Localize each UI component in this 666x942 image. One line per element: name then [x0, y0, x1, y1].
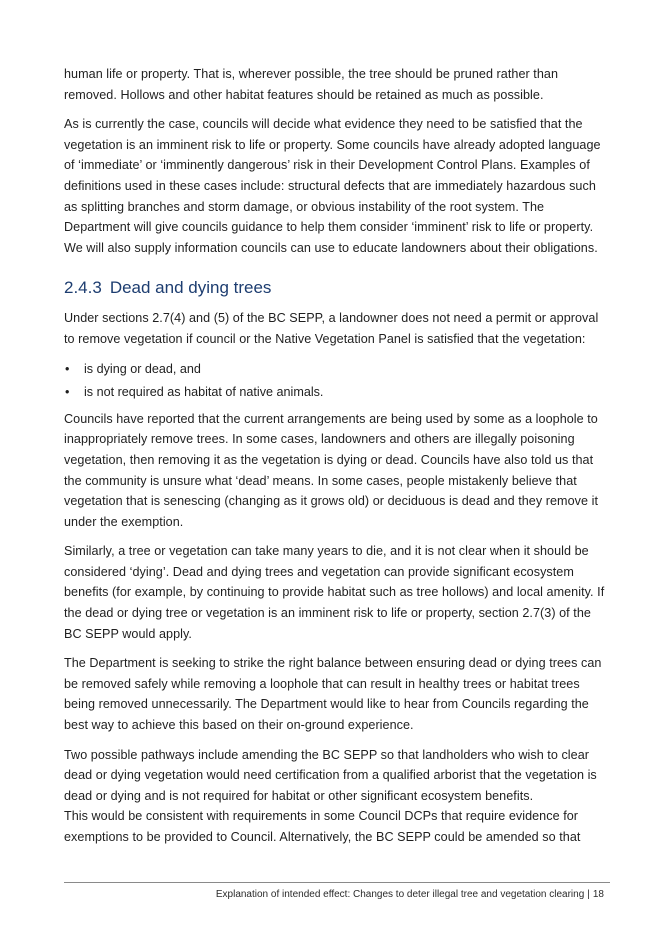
footer-divider: [64, 882, 610, 883]
bullet-icon: •: [65, 361, 70, 376]
page-number: 18: [592, 889, 604, 900]
body-paragraph: As is currently the case, councils will decide what evidence they need to be satisfied that the vegetation is an imminent risk to life or property. Some councils have already adopted language of ‘immediate’ or ‘imminently dangerous’ risk in their Development Control Plans. Examples of definitions used in these cases include: structural defects that are immediately hazardous such as splitting branches and storm damage, or obvious instability of the root system. The Department will give councils guidance to help them consider ‘imminent’ risk to life or property. We will also supply information councils can use to educate landowners about their obligations.: [64, 117, 601, 255]
footer-separator: |: [587, 889, 590, 900]
document-body: [64, 64, 610, 857]
body-paragraph: Councils have reported that the current arrangements are being used by some as a loophole to inappropriately remove trees. In some cases, landowners and others are illegally poisoning vegetation, then removing it as the vegetation is dying or dead. Councils have also told us that the community is unsure what ‘dead’ means. In some cases, people mistakenly believe that vegetation that is senescing (changing as it grows old) or deciduous is dead and they remove it under the exemption.: [64, 411, 598, 529]
body-paragraph: human life or property. That is, wherever possible, the tree should be pruned rather than removed. Hollows and other habitat features should be retained as much as possible.: [64, 67, 559, 102]
list-item-text: is not required as habitat of native animals.: [84, 385, 324, 400]
list-item: [64, 382, 610, 403]
section-intro: Under sections 2.7(4) and (5) of the BC SEPP, a landowner does not need a permit or approval to remove vegetation if council or the Native Vegetation Panel is satisfied that the vegetation:: [64, 311, 599, 346]
list-item: [64, 359, 610, 380]
body-paragraph: The Department is seeking to strike the right balance between ensuring dead or dying trees can be removed safely while removing a loophole that can result in healthy trees or habitat trees being removed unnecessarily. The Department would like to hear from Councils regarding the best way to achieve this based on their on-ground experience.: [64, 656, 602, 733]
body-paragraph: Similarly, a tree or vegetation can take many years to die, and it is not clear when it should be considered ‘dying’. Dead and dying trees and vegetation can provide significant ecosystem benefits (for example, by continuing to provide habitat such as tree hollows) and local amenity. If the dead or dying tree or vegetation is an imminent risk to life or property, section 2.7(3) of the BC SEPP would apply.: [64, 544, 605, 641]
section-number: 2.4.3: [64, 278, 102, 298]
section-title: Dead and dying trees: [109, 278, 272, 298]
page-footer: [216, 889, 604, 900]
footer-title: Explanation of intended effect: Changes to deter illegal tree and vegetation clearing: [215, 889, 585, 900]
body-paragraph: This would be consistent with requirements in some Council DCPs that require evidence for exemptions to be provided to Council. Alternatively, the BC SEPP could be amended so that: [64, 809, 581, 844]
bullet-list: [64, 359, 610, 403]
section-heading: [64, 276, 610, 300]
list-item-text: is dying or dead, and: [84, 361, 201, 376]
body-paragraph: Two possible pathways include amending the BC SEPP so that landholders who wish to clear dead or dying vegetation would need certification from a qualified arborist that the vegetation is dead or dying and is not required for habitat or other significant ecosystem benefits.: [64, 747, 597, 803]
bullet-icon: •: [65, 385, 70, 400]
